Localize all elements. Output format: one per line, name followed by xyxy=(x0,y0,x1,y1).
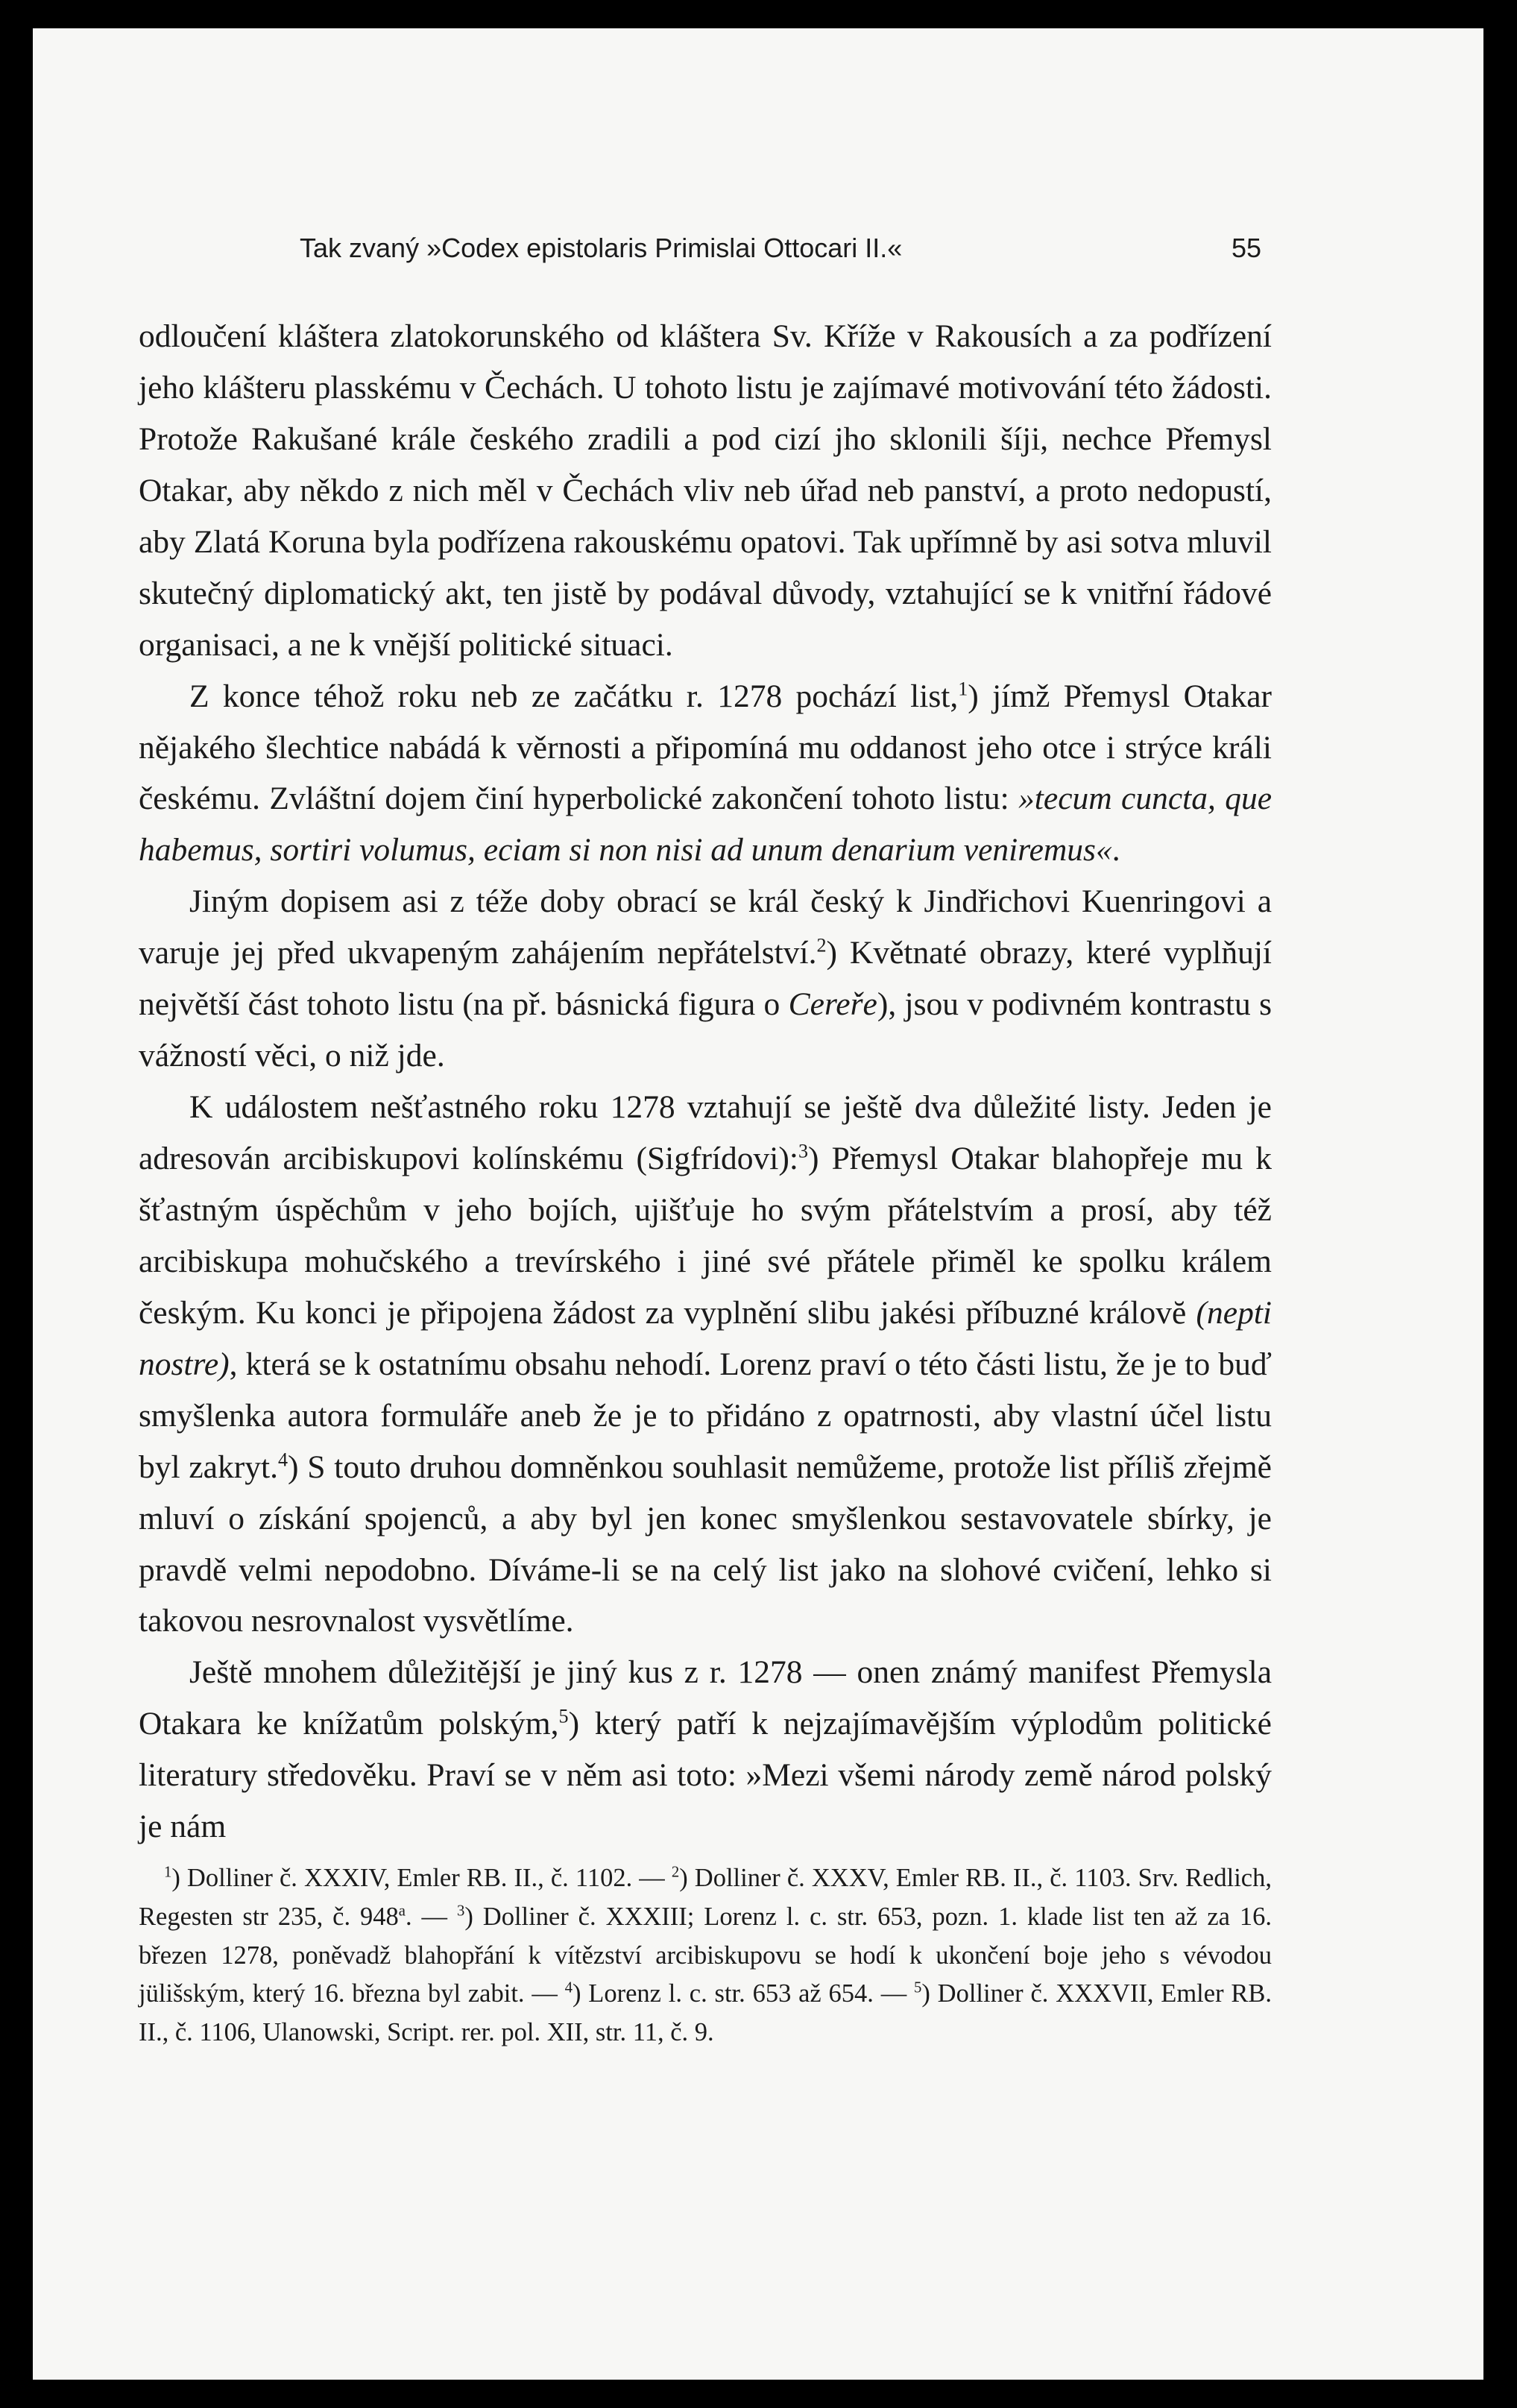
footnote-ref-1: 1 xyxy=(958,678,968,700)
running-header xyxy=(300,233,1261,270)
running-title: Tak zvaný »Codex epistolaris Primislai Ottocari II.« xyxy=(300,233,903,263)
footnote-1: ) Dolliner č. XXXIV, Emler RB. II., č. 1102. — xyxy=(171,1864,672,1892)
footnotes xyxy=(139,1859,1272,2052)
footnote-mark-5: 5 xyxy=(914,1979,922,1996)
paragraph-4: K událostem nešťastného roku 1278 vztahují se ještě dva důležité listy. Jeden je adresován arcibiskupovi kolínskému (Sigfrídovi):$^3$) Přemysl Otakar blahopřeje mu k šťastným úspěchům v jeho bojích, ujišťuje ho svým přátelstvím a prosí, aby též arcibiskupa mohučského a trevírského i jiné své přátele přiměl ke spolku králem českým. Ku konci je připojena žádost za vyplnění slibu jakési příbuzné královĕ (nepti nostre), která se k ostatnímu obsahu nehodí. Lorenz praví o této části listu, že je to buď smyšlenka autora formuláře aneb že je to přidáno z opatrnosti, aby vlastní účel listu byl zakryt.$^4$) S touto druhou domněnkou souhlasit nemůžeme, protože list příliš zřejmě mluví o získání spojenců, a aby byl jen konec smyšlenkou sestavovatele sbírky, je pravdě velmi nepodobno. Díváme-li se na celý list jako na slohové cvičení, lehko si takovou nesrovnalost vysvětlíme. xyxy=(139,1089,1272,1639)
ceres-word: Cereře xyxy=(788,986,877,1023)
body-text xyxy=(139,311,1272,1853)
latin-quote: »tecum cuncta, que habemus, sortiri volumus, eciam si non nisi ad unum denarium veniremus« xyxy=(139,781,1272,869)
footnote-block: $^1$) Dolliner č. XXXIV, Emler RB. II., č. 1102. — $^2$) Dolliner č. XXXV, Emler RB. II., č. 1103. Srv. Redlich, Regesten str 235, č. 948$^a$. — $^3$) Dolliner č. XXXIII; Lorenz l. c. str. 653, pozn. 1. klade list ten až za 16. březen 1278, poněvadž blahopřání k vítězství arcibiskupovu se hodí k ukončení boje jeho s vévodou jülišským, který 16. března byl zabit. — $^4$) Lorenz l. c. str. 653 až 654. — $^5$) Dolliner č. XXXVII, Emler RB. II., č. 1106, Ulanowski, Script. rer. pol. XII, str. 11, č. 9. xyxy=(139,1864,1272,2046)
footnote-mark-4: 4 xyxy=(564,1979,573,1996)
paragraph-5: Ještě mnohem důležitější je jiný kus z r. 1278 — onen známý manifest Přemysla Otakara ke knížatům polským,$^5$) který patří k nejzajímavějším výplodům politické literatury středověku. Praví se v něm asi toto: »Mezi všemi národy země národ polský je nám xyxy=(139,1654,1272,1845)
footnote-ref-4: 4 xyxy=(277,1449,288,1471)
footnote-mark-1: 1 xyxy=(164,1864,172,1881)
paragraph-1: odloučení kláštera zlatokorunského od kláštera Sv. Kříže v Rakousích a za podřízení jeho klášteru plasskému v Čechách. U tohoto listu je zajímavé motivování této žádosti. Protože Rakušané krále českého zradili a pod cizí jho sklonili šíji, nechce Přemysl Otakar, aby někdo z nich měl v Čechách vliv neb úřad neb panství, a proto nedopustí, aby Zlatá Koruna byla podřízena rakouskému opatovi. Tak upřímně by asi sotva mluvil skutečný diplomatický akt, ten jistě by podával důvody, vztahující se k vnitřní řádové organisaci, a ne k vnější politické situaci. xyxy=(139,318,1272,663)
paragraph-2: Z konce téhož roku neb ze začátku r. 1278 pochází list,$^1$) jímž Přemysl Otakar nějakého šlechtice nabádá k věrnosti a připomíná mu oddanost jeho otce i strýce králi českému. Zvláštní dojem činí hyperbolické zakončení tohoto listu: »tecum cuncta, que habemus, sortiri volumus, eciam si non nisi ad unum denarium veniremus«. xyxy=(139,678,1272,869)
page-number: 55 xyxy=(1231,233,1261,263)
footnote-4: ) Lorenz l. c. str. 653 až 654. — xyxy=(573,1979,915,2008)
paragraph-3: Jiným dopisem asi z téže doby obrací se král český k Jindřichovi Kuenringovi a varuje jej před ukvapeným zahájením nepřátelství.$^2$) Květnaté obrazy, které vyplňují největší část tohoto listu (na př. básnická figura o Cereře), jsou v podivném kontrastu s vážností věci, o niž jde. xyxy=(139,883,1272,1074)
footnote-2: ) Dolliner č. XXXV, Emler RB. II., č. 1103. Srv. Redlich, Regesten str 235, č. 948 xyxy=(139,1864,1272,1931)
footnote-mark-3: 3 xyxy=(457,1903,465,1920)
latin-phrase: (nepti nostre) xyxy=(139,1294,1272,1382)
footnote-ref-5: 5 xyxy=(558,1705,569,1727)
footnote-5: ) Dolliner č. XXXVII, Emler RB. II., č. 1106, Ulanowski, Script. rer. pol. XII, str. 11, č. 9. xyxy=(139,1979,1272,2046)
footnote-ref-3: 3 xyxy=(798,1140,809,1162)
footnote-mark-2: 2 xyxy=(671,1864,680,1881)
footnote-ref-2: 2 xyxy=(816,934,827,956)
footnote-3: ) Dolliner č. XXXIII; Lorenz l. c. str. 653, pozn. 1. klade list ten až za 16. březen 1278, poněvadž blahopřání k vítězství arcibiskupovu se hodí k ukončení boje jeho s vévodou jülišským, který 16. března byl zabit. — xyxy=(139,1902,1272,2008)
